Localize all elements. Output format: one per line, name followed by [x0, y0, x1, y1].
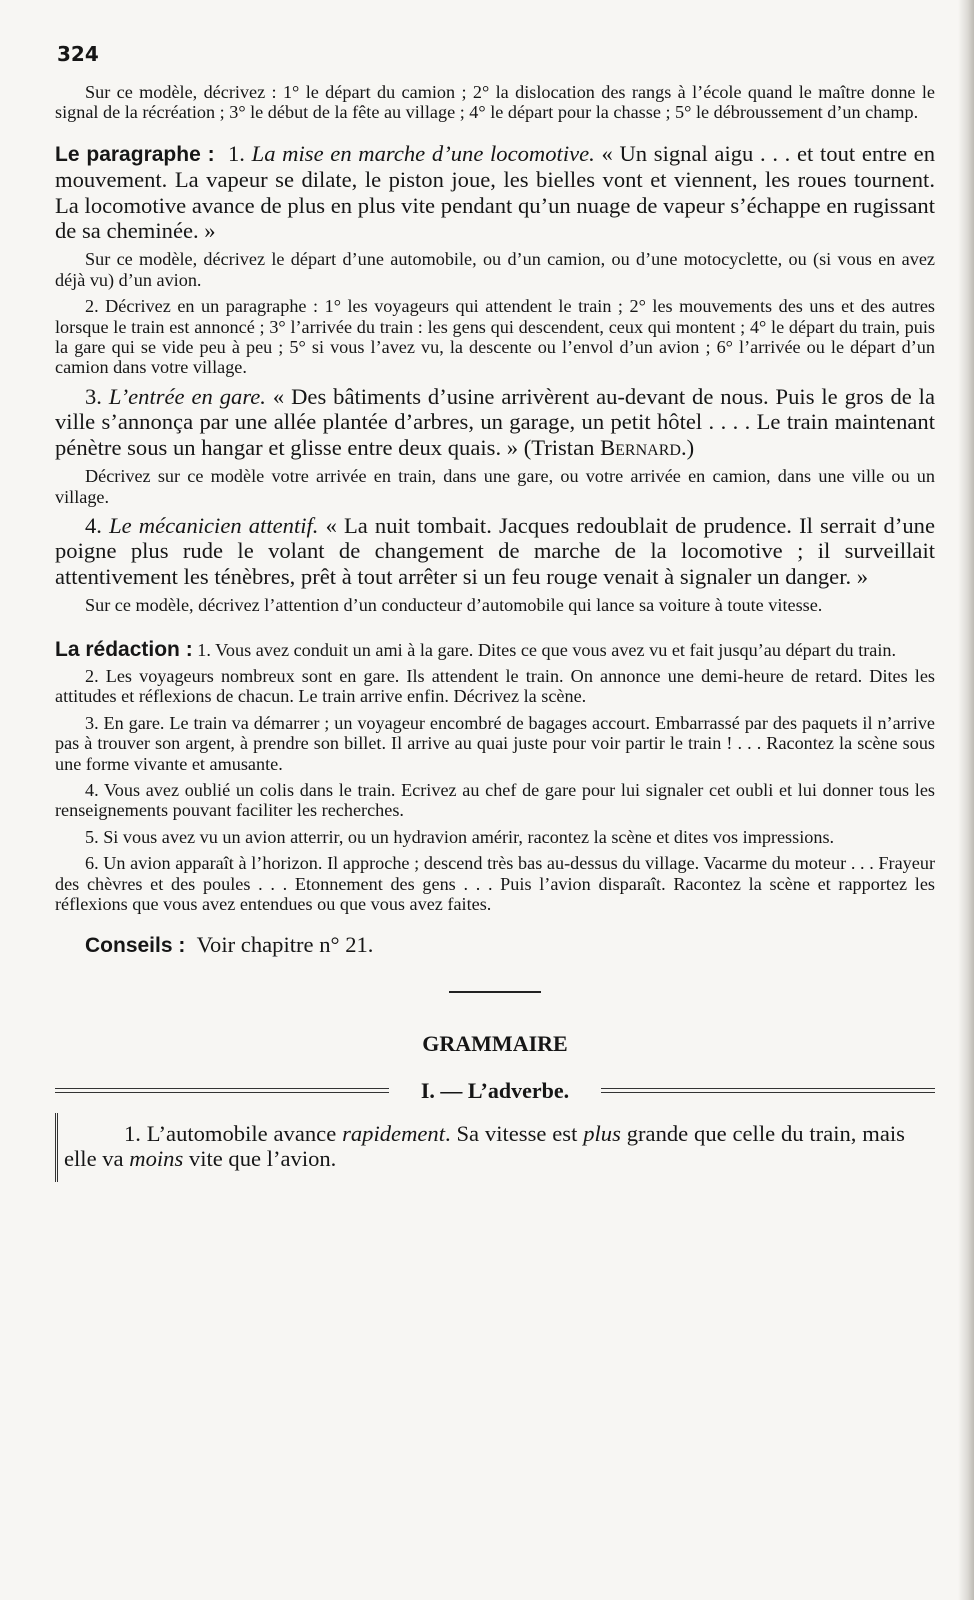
author-name: Bernard — [600, 434, 681, 460]
item-title: L’entrée en gare. — [108, 383, 266, 409]
conseils-text: Voir chapitre n° 21. — [196, 932, 374, 958]
paragraphe-item-4 — [55, 513, 935, 589]
section-divider — [449, 991, 541, 993]
item-number: 4. — [85, 512, 102, 538]
redaction-item-3: 3. En gare. Le train va démarrer ; un voyageur encombré de bagages accourt. Embarrassé par des paquets il n’arrive pas à trouver son argent, à prendre son billet. Il arrive au quai juste pour voir partir le train ! . . . Racontez la scène sous une forme vivante et amusante. — [55, 712, 935, 774]
paragraphe-exercise-3: Décrivez sur ce modèle votre arrivée en train, dans une gare, ou votre arrivée en camion, dans une ville ou un village. — [55, 466, 935, 507]
conseils-heading: Conseils : — [85, 934, 186, 958]
subsection-header — [55, 1077, 935, 1105]
example-adverb: rapidement — [342, 1120, 445, 1146]
item-text: « La nuit tombait. Jacques redoublait de prudence. Il serrait d’une poigne plus rude le volant de changement de marche de la locomotive ; il surveillait attentivement les ténèbres, prêt à tout arrêter si un feu rouge venait à signaler un danger. » — [55, 512, 936, 589]
example-text: vite que l’avion. — [188, 1146, 337, 1172]
redaction-item-6: 6. Un avion apparaît à l’horizon. Il approche ; descend très bas au-dessus du village. Vacarme du moteur . . . Frayeur des chèvres et des poules . . . Etonnement des gens . . . Puis l’avion disparaît. Racontez la scène et rapportez les réflexions que vous avez entendues ou que vous avez faites. — [55, 853, 935, 914]
example-text: 1. L’automobile avance — [124, 1120, 337, 1146]
redaction-heading: La rédaction : — [55, 637, 193, 661]
item-text: « Un signal aigu . . . et tout entre en mouvement. La vapeur se dilate, le piston joue, les bielles vont et viennent, les roues tournent. La locomotive avance de plus en plus vite pendant qu’un nuage de vapeur s’échappe en rugissant de sa cheminée. » — [55, 140, 935, 244]
grammaire-title: GRAMMAIRE — [422, 1030, 568, 1056]
item-number: 1. — [228, 140, 245, 166]
item-title: Le mécanicien attentif. — [109, 512, 319, 538]
grammar-example-1 — [64, 1121, 905, 1172]
page-number: 324 — [57, 42, 99, 66]
paragraphe-exercise-1: Sur ce modèle, décrivez le départ d’une automobile, ou d’un camion, ou d’une motocyclette, ou (si vous en avez déjà vu) d’un avion. — [55, 249, 935, 290]
paragraphe-heading: Le paragraphe : — [55, 142, 215, 166]
redaction-item-5: 5. Si vous avez vu un avion atterrir, ou un hydravion amérir, racontez la scène et dites vos impressions. — [85, 826, 835, 847]
item-number: 3. — [85, 383, 102, 409]
redaction-item-4: 4. Vous avez oublié un colis dans le train. Ecrivez au chef de gare pour lui signaler cet oubli et lui donner tous les renseignements pouvant faciliter les recherches. — [55, 779, 935, 821]
left-double-rule — [55, 1088, 389, 1093]
paragraphe-exercise-4: Sur ce modèle, décrivez l’attention d’un conducteur d’automobile qui lance sa voiture à toute vitesse. — [85, 595, 823, 616]
redaction-item-2: 2. Les voyageurs nombreux sont en gare. Ils attendent le train. On annonce une demi-heure de retard. Dites les attitudes et réflexions de chacun. Le train arrive enfin. Décrivez la scène. — [55, 665, 935, 707]
subsection-title: I. — L’adverbe. — [420, 1077, 570, 1103]
example-text: . Sa vitesse est — [445, 1120, 578, 1146]
book-page — [55, 42, 935, 1182]
example-adverb: plus — [583, 1120, 621, 1146]
example-frame — [55, 1113, 935, 1182]
conseils — [55, 932, 935, 958]
paragraphe-item-1 — [55, 141, 935, 244]
book-spine-shadow — [958, 0, 974, 1600]
example-adverb: moins — [129, 1146, 184, 1172]
redaction-item-1 — [55, 637, 935, 661]
item-text: « Des bâtiments d’usine arrivèrent au-devant de nous. Puis le gros de la ville s’annonça par une allée plantée d’arbres, un garage, un petit hôtel . . . . Le train maintenant pénètre sous un hangar et glisse entre deux quais. » (Tristan — [55, 383, 935, 460]
right-double-rule — [601, 1088, 935, 1093]
example-text: grande que celle du train, mais elle va — [64, 1120, 905, 1172]
item-text: 1. Vous avez conduit un ami à la gare. Dites ce que vous avez vu et fait jusqu’au départ du train. — [197, 639, 897, 660]
paragraphe-item-2: 2. Décrivez en un paragraphe : 1° les voyageurs qui attendent le train ; 2° les mouvements des uns et des autres lorsque le train est annoncé ; 3° l’arrivée du train : les gens qui descendent, ceux qui montent ; 4° le départ du train, puis la gare qui se vide peu à peu ; 5° si vous l’avez vu, la descente ou l’envol d’un avion ; 6° l’arrivée ou le départ d’un camion dans votre village. — [55, 296, 935, 378]
item-title: La mise en marche d’une locomotive. — [251, 140, 595, 166]
paragraphe-item-3 — [55, 384, 935, 460]
item-end: .) — [680, 434, 695, 460]
intro-exercise: Sur ce modèle, décrivez : 1° le départ du camion ; 2° la dislocation des rangs à l’école quand le maître donne le signal de la récréation ; 3° le début de la fête au village ; 4° le départ pour la chasse ; 5° le débroussement d’un champ. — [55, 82, 935, 123]
